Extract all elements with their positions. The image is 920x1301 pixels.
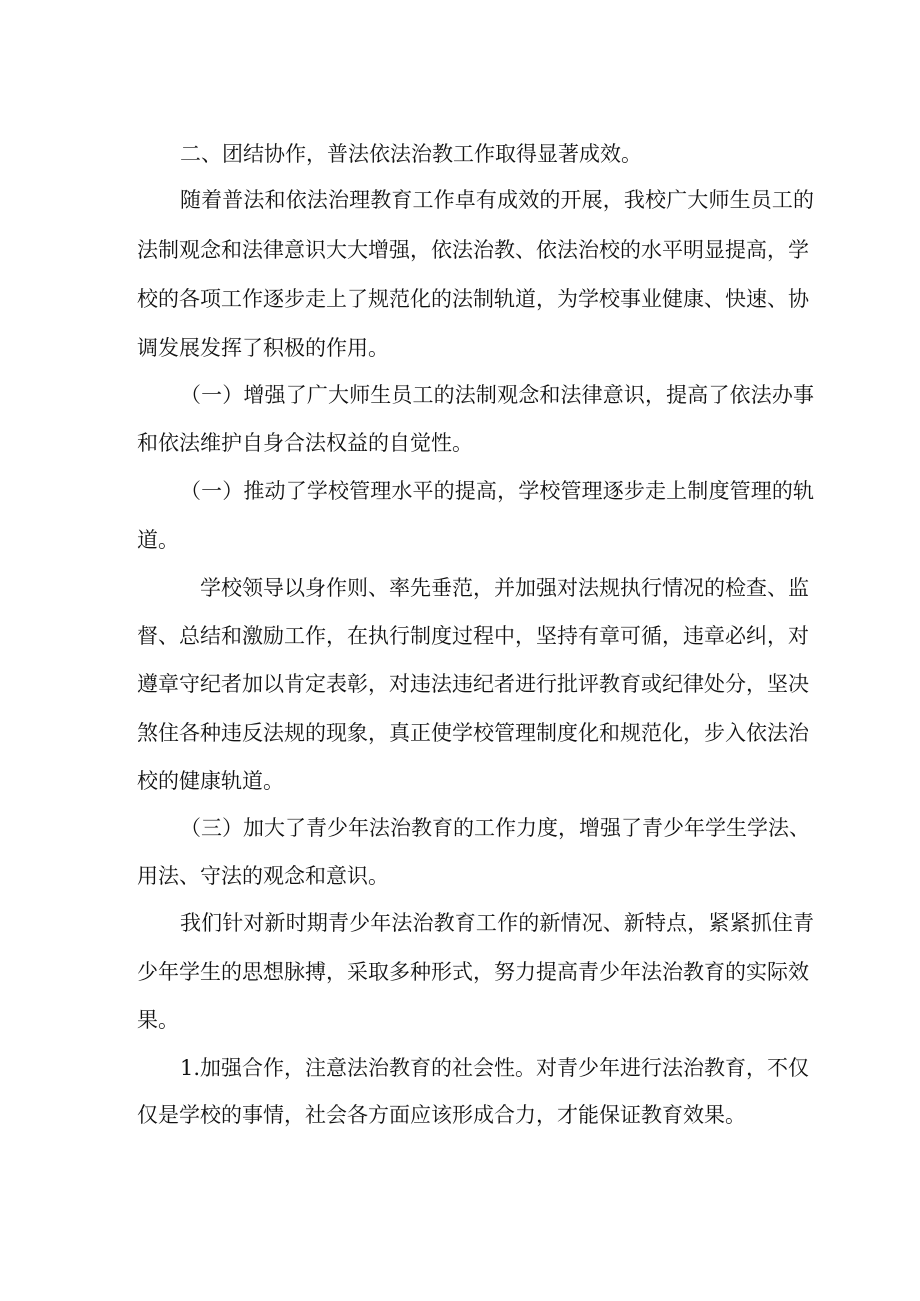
section-heading: 二、团结协作，普法依法治教工作取得显著成效。 [180, 142, 642, 166]
subheading-line: 用法、守法的观念和意识。 [137, 864, 389, 888]
paragraph-line: 法制观念和法律意识大大增强，依法治教、依法治校的水平明显提高，学 [137, 238, 809, 262]
subheading-line: （一）推动了学校管理水平的提高，学校管理逐步走上制度管理的轨 [180, 479, 814, 503]
paragraph-line: 我们针对新时期青少年法治教育工作的新情况、新特点，紧紧抓住青 [180, 911, 814, 935]
paragraph-line: 学校领导以身作则、率先垂范，并加强对法规执行情况的检查、监 [200, 576, 809, 600]
subheading-line: （一）增强了广大师生员工的法制观念和法律意识，提高了依法办事 [180, 383, 814, 407]
paragraph-line: 调发展发挥了积极的作用。 [137, 336, 389, 360]
paragraph-line: 果。 [137, 1008, 179, 1032]
paragraph-line: 校的各项工作逐步走上了规范化的法制轨道，为学校事业健康、快速、协 [137, 287, 809, 311]
paragraph-line: 仅是学校的事情，社会各方面应该形成合力，才能保证教育效果。 [137, 1103, 746, 1127]
paragraph-line: 校的健康轨道。 [137, 769, 284, 793]
paragraph-line: 1.加强合作，注意法治教育的社会性。对青少年进行法治教育，不仅 [180, 1056, 810, 1080]
subheading-line: （三）加大了青少年法治教育的工作力度，增强了青少年学生学法、 [180, 816, 810, 840]
paragraph-line: 督、总结和激励工作，在执行制度过程中，坚持有章可循，违章必纠，对 [137, 624, 809, 648]
paragraph-line: 遵章守纪者加以肯定表彰，对违法违纪者进行批评教育或纪律处分，坚决 [137, 672, 809, 696]
paragraph-line: 煞住各种违反法规的现象，真正使学校管理制度化和规范化，步入依法治 [137, 721, 809, 745]
subheading-line: 和依法维护自身合法权益的自觉性。 [137, 431, 473, 455]
paragraph-line: 少年学生的思想脉搏，采取多种形式，努力提高青少年法治教育的实际效 [137, 960, 809, 984]
subheading-line: 道。 [137, 528, 179, 552]
paragraph-line: 随着普法和依法治理教育工作卓有成效的开展，我校广大师生员工的 [180, 188, 814, 212]
